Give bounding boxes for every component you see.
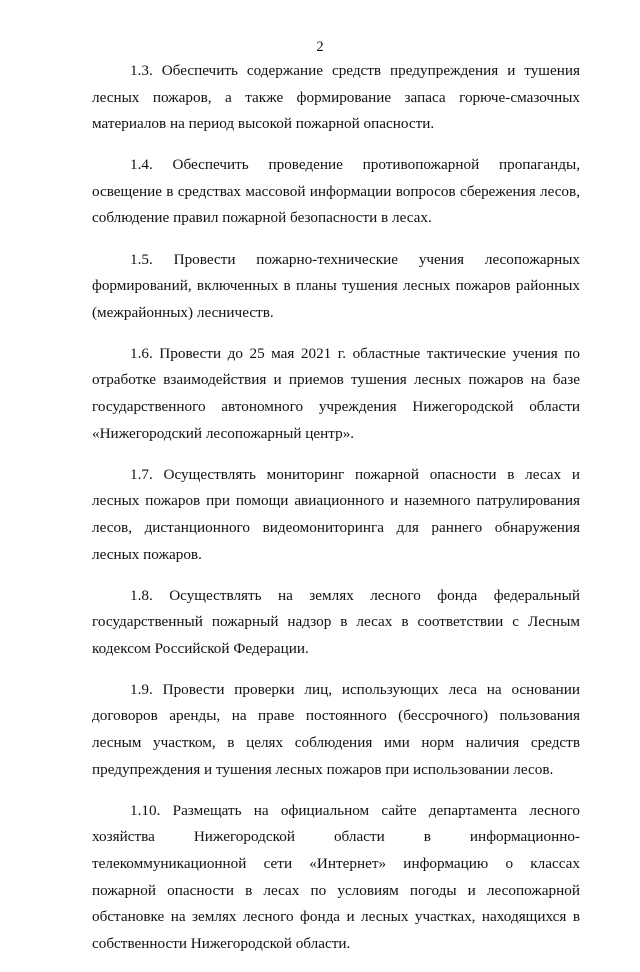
paragraph-1-6: 1.6. Провести до 25 мая 2021 г. областные тактические учения по отработке взаимодействия и приемов тушения лесных пожаров на базе государственного автономного учреждения Нижегородской области «Нижегородский лесопожарный центр». [92, 344, 580, 442]
paragraph-1-7: 1.7. Осуществлять мониторинг пожарной опасности в лесах и лесных пожаров при помощи авиационного и наземного патрулирования лесов, дистанционного видеомониторинга для раннего обнаружения лесных пожаров. [92, 465, 580, 563]
paragraph-1-10: 1.10. Размещать на официальном сайте департамента лесного хозяйства Нижегородской области в информационно-телекоммуникационной сети «Интернет» информацию о классах пожарной опасности в лесах по условиям погоды и лесопожарной обстановке на землях лесного фонда и лесных участках, находящихся в собственности Нижегородской области. [92, 801, 580, 952]
paragraph-1-3: 1.3. Обеспечить содержание средств предупреждения и тушения лесных пожаров, а также формирование запаса горюче-смазочных материалов на период высокой пожарной опасности. [92, 62, 580, 133]
paragraph-1-5: 1.5. Провести пожарно-технические учения лесопожарных формирований, включенных в планы тушения лесных пожаров районных (межрайонных) лесничеств. [92, 250, 580, 321]
page-number: 2 [316, 39, 324, 55]
document-body [92, 58, 580, 972]
paragraph-1-9: 1.9. Провести проверки лиц, использующих леса на основании договоров аренды, на праве постоянного (бессрочного) пользования лесным участком, в целях соблюдения ими норм наличия средств предупреждения и тушения лесных пожаров при использовании лесов. [92, 680, 580, 778]
paragraph-1-8: 1.8. Осуществлять на землях лесного фонда федеральный государственный пожарный надзор в лесах в соответствии с Лесным кодексом Российской Федерации. [92, 586, 580, 657]
paragraph-1-4: 1.4. Обеспечить проведение противопожарной пропаганды, освещение в средствах массовой информации вопросов сбережения лесов, соблюдение правил пожарной безопасности в лесах. [92, 156, 580, 227]
